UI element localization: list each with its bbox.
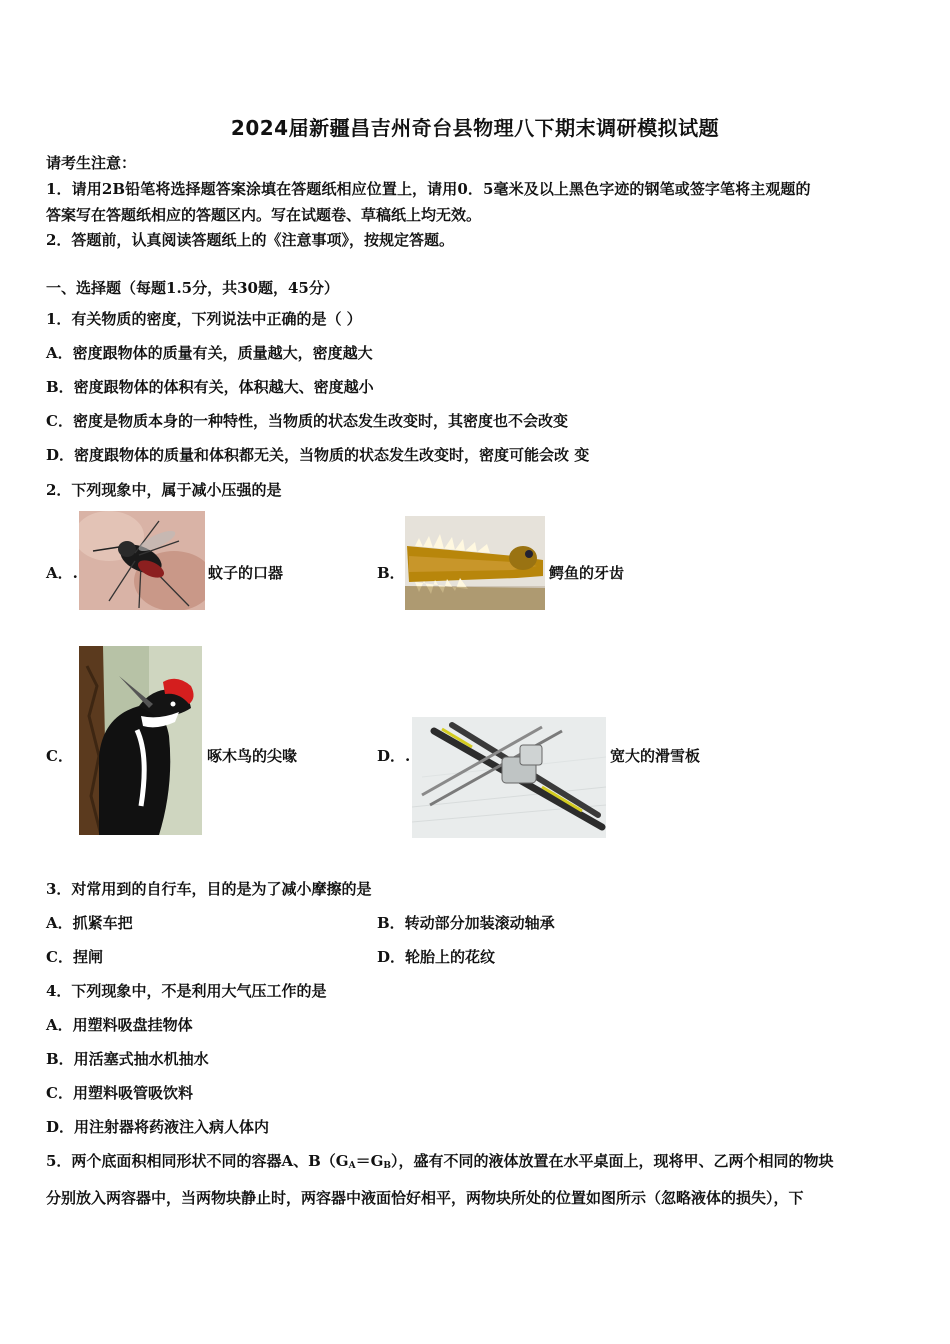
q2-stem: 2．下列现象中，属于减小压强的是 <box>46 481 282 499</box>
woodpecker-photo <box>79 646 202 835</box>
q1-option-c: C．密度是物质本身的一种特性，当物质的状态发生改变时，其密度也不会改变 <box>46 412 568 430</box>
q3-stem: 3．对常用到的自行车，目的是为了减小摩擦的是 <box>46 880 372 898</box>
skis-photo <box>412 717 606 838</box>
q2-option-c-caption: 啄木鸟的尖喙 <box>207 747 298 765</box>
q4-option-b: B．用活塞式抽水机抽水 <box>46 1050 209 1068</box>
q3-option-a: A．抓紧车把 <box>46 914 133 932</box>
q5-stem-part-2: ），盛有不同的液体放置在水平桌面上，现将甲、乙两个相同的物块 <box>390 1152 834 1170</box>
q1-option-d: D．密度跟物体的质量和体积都无关，当物质的状态发生改变时，密度可能会改 变 <box>46 446 590 464</box>
q3-option-c: C．捏闸 <box>46 948 103 966</box>
q2-option-d-letter: D．. <box>377 747 411 765</box>
q1-option-a: A．密度跟物体的质量有关，质量越大，密度越大 <box>46 344 373 362</box>
q2-option-c-letter: C． <box>46 747 73 765</box>
notice-item-1-line-2: 答案写在答题纸相应的答题区内。写在试题卷、草稿纸上均无效。 <box>46 206 482 224</box>
q5-subscript-b: B <box>383 1161 391 1171</box>
notice-item-1-line-1: 1．请用2B铅笔将选择题答案涂填在答题纸相应位置上，请用0．5毫米及以上黑色字迹的钢笔或签字笔将主观题的 <box>46 180 811 198</box>
q5-stem-part-1: 5．两个底面积相同形状不同的容器A、B（G <box>46 1152 349 1170</box>
q2-option-b-caption: 鳄鱼的牙齿 <box>549 564 625 582</box>
crocodile-photo <box>405 516 545 610</box>
page-title: 2024届新疆昌吉州奇台县物理八下期末调研模拟试题 <box>230 116 720 140</box>
q2-option-a-letter: A．. <box>46 564 78 582</box>
q5-equals: ＝G <box>355 1152 384 1170</box>
q3-option-b: B．转动部分加装滚动轴承 <box>377 914 555 932</box>
q5-subscript-a: A <box>348 1161 356 1171</box>
q2-option-d-caption: 宽大的滑雪板 <box>610 747 701 765</box>
notice-heading: 请考生注意： <box>46 154 137 172</box>
q5-stem-line-2: 分别放入两容器中，当两物块静止时，两容器中液面恰好相平，两物块所处的位置如图所示（忽略液体的损失），下 <box>46 1189 804 1207</box>
notice-item-2: 2．答题前，认真阅读答题纸上的《注意事项》，按规定答题。 <box>46 231 454 249</box>
q1-option-b: B．密度跟物体的体积有关，体积越大、密度越小 <box>46 378 374 396</box>
q2-option-b-letter: B． <box>377 564 405 582</box>
q5-stem-line-1 <box>46 1150 834 1171</box>
section-heading: 一、选择题（每题1.5分，共30题，45分） <box>46 279 339 297</box>
q4-option-c: C．用塑料吸管吸饮料 <box>46 1084 193 1102</box>
q2-option-a-caption: 蚊子的口器 <box>208 564 284 582</box>
q4-option-a: A．用塑料吸盘挂物体 <box>46 1016 193 1034</box>
mosquito-photo <box>79 511 205 610</box>
q1-stem: 1．有关物质的密度，下列说法中正确的是（ ） <box>46 310 362 328</box>
q4-stem: 4．下列现象中，不是利用大气压工作的是 <box>46 982 327 1000</box>
q4-option-d: D．用注射器将药液注入病人体内 <box>46 1118 270 1136</box>
q3-option-d: D．轮胎上的花纹 <box>377 948 496 966</box>
